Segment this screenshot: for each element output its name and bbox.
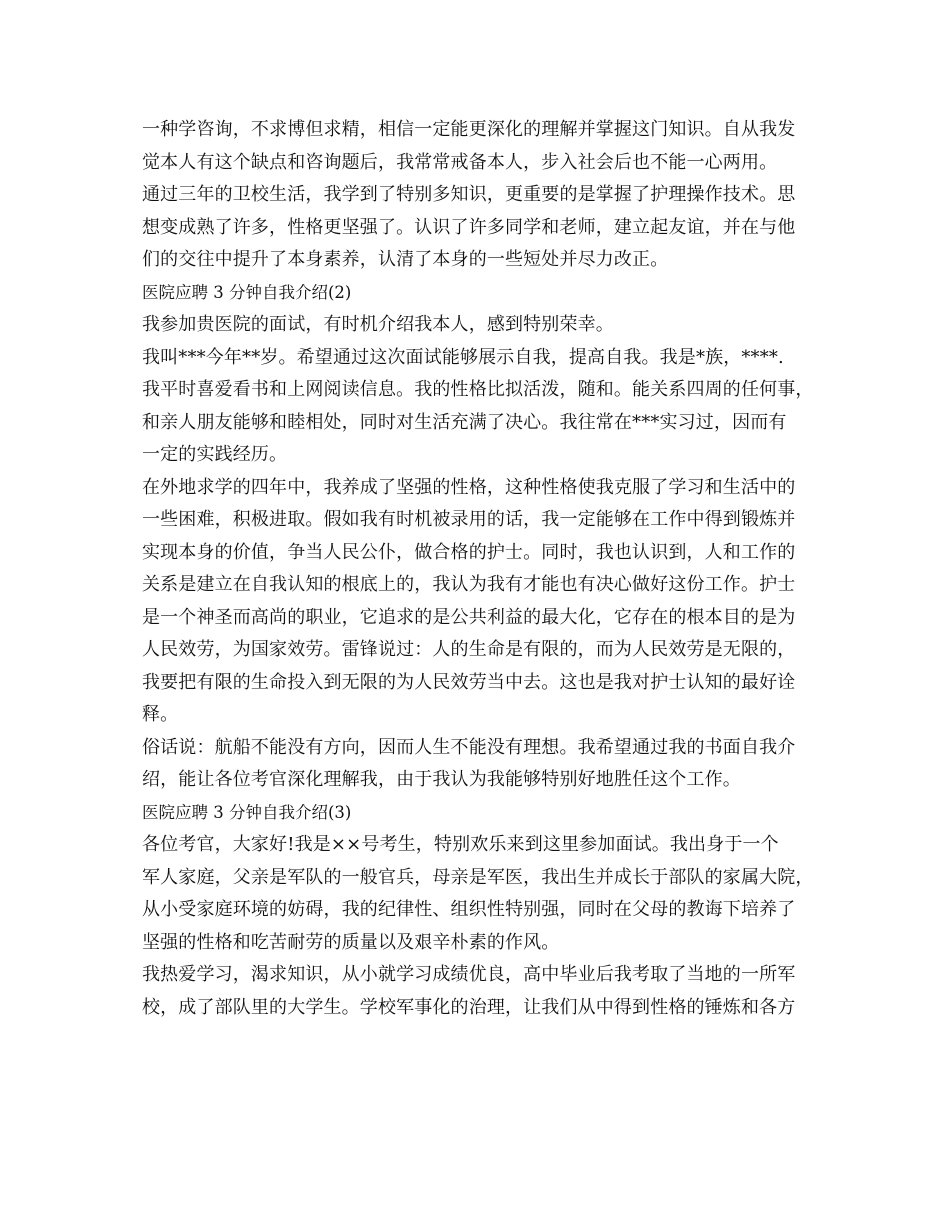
text-line: 关系是建立在自我认知的根底上的，我认为我有才能也有决心做好这份工作。护士	[142, 574, 796, 595]
text-line: 我平时喜爱看书和上网阅读信息。我的性格比拟活泼，随和。能关系四周的任何事，	[142, 379, 814, 400]
text-line: 们的交往中提升了本身素养，认清了本身的一些短处并尽力改正。	[142, 249, 669, 270]
section-heading: 医院应聘 3 分钟自我介绍(2)	[142, 282, 352, 302]
text-line: 校，成了部队里的大学生。学校军事化的治理，让我们从中得到性格的锤炼和各方	[142, 996, 796, 1018]
text-line: 坚强的性格和吃苦耐劳的质量以及艰辛朴素的作风。	[142, 931, 560, 953]
text-line: 通过三年的卫校生活，我学到了特别多知识，更重要的是掌握了护理操作技术。思	[142, 184, 796, 205]
text-line: 实现本身的价值，争当人民公仆，做合格的护士。同时，我也认识到，人和工作的	[142, 541, 796, 563]
text-line: 我热爱学习，渴求知识，从小就学习成绩优良，高中毕业后我考取了当地的一所军	[142, 964, 796, 985]
text-line: 一种学咨询，不求博但求精，相信一定能更深化的理解并掌握这门知识。自从我发	[142, 119, 796, 140]
text-line: 我叫***今年**岁。希望通过这次面试能够展示自我，提高自我。我是*族，****.	[142, 346, 784, 368]
text-line: 想变成熟了许多，性格更坚强了。认识了许多同学和老师，建立起友谊，并在与他	[142, 216, 796, 238]
text-line: 俗话说：航船不能没有方向，因而人生不能没有理想。我希望通过我的书面自我介	[142, 736, 796, 758]
text-line: 和亲人朋友能够和睦相处，同时对生活充满了决心。我往常在***实习过，因而有	[142, 411, 787, 433]
text-line: 从小受家庭环境的妨碍，我的纪律性、组织性特别强，同时在父母的教诲下培养了	[142, 899, 796, 920]
text-line: 一些困难，积极进取。假如我有时机被录用的话，我一定能够在工作中得到锻炼并	[142, 509, 796, 530]
text-line: 觉本人有这个缺点和咨询题后，我常常戒备本人，步入社会后也不能一心两用。	[142, 151, 778, 173]
text-line: 绍，能让各位考官深化理解我，由于我认为我能够特别好地胜任这个工作。	[142, 769, 741, 790]
text-line: 人民效劳，为国家效劳。雷锋说过：人的生命是有限的，而为人民效劳是无限的，	[142, 639, 796, 660]
text-line: 各位考官，大家好!我是××号考生，特别欢乐来到这里参加面试。我出身于一个	[142, 834, 779, 855]
text-line: 释。	[142, 704, 179, 725]
text-line: 军人家庭，父亲是军队的一般官兵，母亲是军医，我出生并成长于部队的家属大院，	[142, 866, 814, 888]
section-heading: 医院应聘 3 分钟自我介绍(3)	[142, 802, 352, 822]
text-line: 我要把有限的生命投入到无限的为人民效劳当中去。这也是我对护士认知的最好诠	[142, 671, 796, 693]
text-line: 我参加贵医院的面试，有时机介绍我本人，感到特别荣幸。	[142, 314, 614, 335]
text-line: 一定的实践经历。	[142, 444, 288, 465]
text-line: 在外地求学的四年中，我养成了坚强的性格，这种性格使我克服了学习和生活中的	[142, 476, 796, 498]
text-line: 是一个神圣而高尚的职业，它追求的是公共利益的最大化，它存在的根本目的是为	[142, 606, 796, 628]
document-body	[142, 114, 820, 1024]
